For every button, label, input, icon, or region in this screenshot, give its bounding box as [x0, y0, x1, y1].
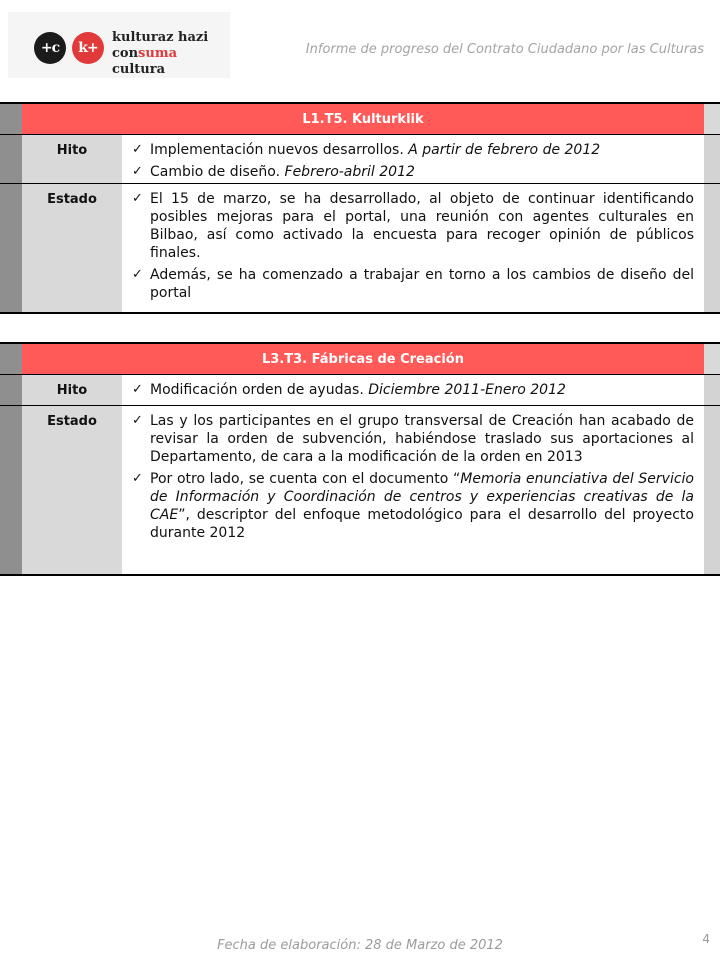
estado-row: [0, 406, 720, 574]
list-item: ✓ Por otro lado, se cuenta con el documento “Memoria enunciativa del Servicio de Información y Coordinación de centros y experiencias creativas de la CAE”, descriptor del enfoque metodológico para el desarrollo del proyecto durante 2012: [132, 471, 694, 541]
checkmark-icon: ✓: [132, 267, 143, 282]
list-item: ✓ Además, se ha comenzado a trabajar en torno a los cambios de diseño del portal: [132, 267, 694, 301]
estado-content: [122, 184, 704, 312]
hito-content: [122, 375, 704, 405]
logo-line-2: consuma cultura: [112, 46, 177, 77]
footer-date: Fecha de elaboración: 28 de Marzo de 2012: [217, 938, 503, 953]
logo-circle-plus-c: +c: [34, 32, 66, 64]
checkmark-icon: ✓: [132, 471, 143, 486]
list-item: ✓ Las y los participantes en el grupo transversal de Creación han acabado de revisar la orden de subvención, habiéndose traslado sus aportaciones al Departamento, de cara a la modificación de la orden en 2013: [132, 413, 694, 465]
list-item: ✓ Cambio de diseño. Febrero-abril 2012: [132, 164, 415, 180]
checkmark-icon: ✓: [132, 191, 143, 206]
table-heading: L3.T3. Fábricas de Creación: [22, 344, 704, 374]
logo-line-1: kulturaz hazi: [112, 30, 209, 45]
table-heading: L1.T5. Kulturklik: [22, 104, 704, 134]
page-number: 4: [702, 932, 710, 946]
logo-wordmark: [112, 30, 230, 78]
hito-row: [0, 375, 720, 405]
table-kulturklik: [0, 102, 720, 314]
logo-circle-k-plus: k+: [72, 32, 104, 64]
table-heading-row: [0, 104, 720, 134]
document-header-title: Informe de progreso del Contrato Ciudadano por las Culturas: [305, 42, 704, 57]
hito-row: [0, 135, 720, 183]
table-heading-row: [0, 344, 720, 374]
hito-content: [122, 135, 704, 183]
list-item: ✓ Modificación orden de ayudas. Diciembre 2011-Enero 2012: [132, 382, 566, 398]
checkmark-icon: ✓: [132, 164, 143, 179]
list-item: ✓ Implementación nuevos desarrollos. A partir de febrero de 2012: [132, 142, 601, 158]
estado-label: Estado: [22, 184, 122, 312]
checkmark-icon: ✓: [132, 382, 143, 397]
estado-row: [0, 184, 720, 312]
hito-label: Hito: [22, 135, 122, 183]
hito-label: Hito: [22, 375, 122, 405]
estado-content: [122, 406, 704, 574]
list-item: ✓ El 15 de marzo, se ha desarrollado, al objeto de continuar identificando posibles mejoras para el portal, una reunión con agentes culturales en Bilbao, así como activado la encuesta para recoger opinión de públicos finales.: [132, 191, 694, 261]
checkmark-icon: ✓: [132, 142, 143, 157]
logo: [8, 12, 230, 78]
checkmark-icon: ✓: [132, 413, 143, 428]
estado-label: Estado: [22, 406, 122, 574]
table-fabricas-de-creacion: [0, 342, 720, 576]
